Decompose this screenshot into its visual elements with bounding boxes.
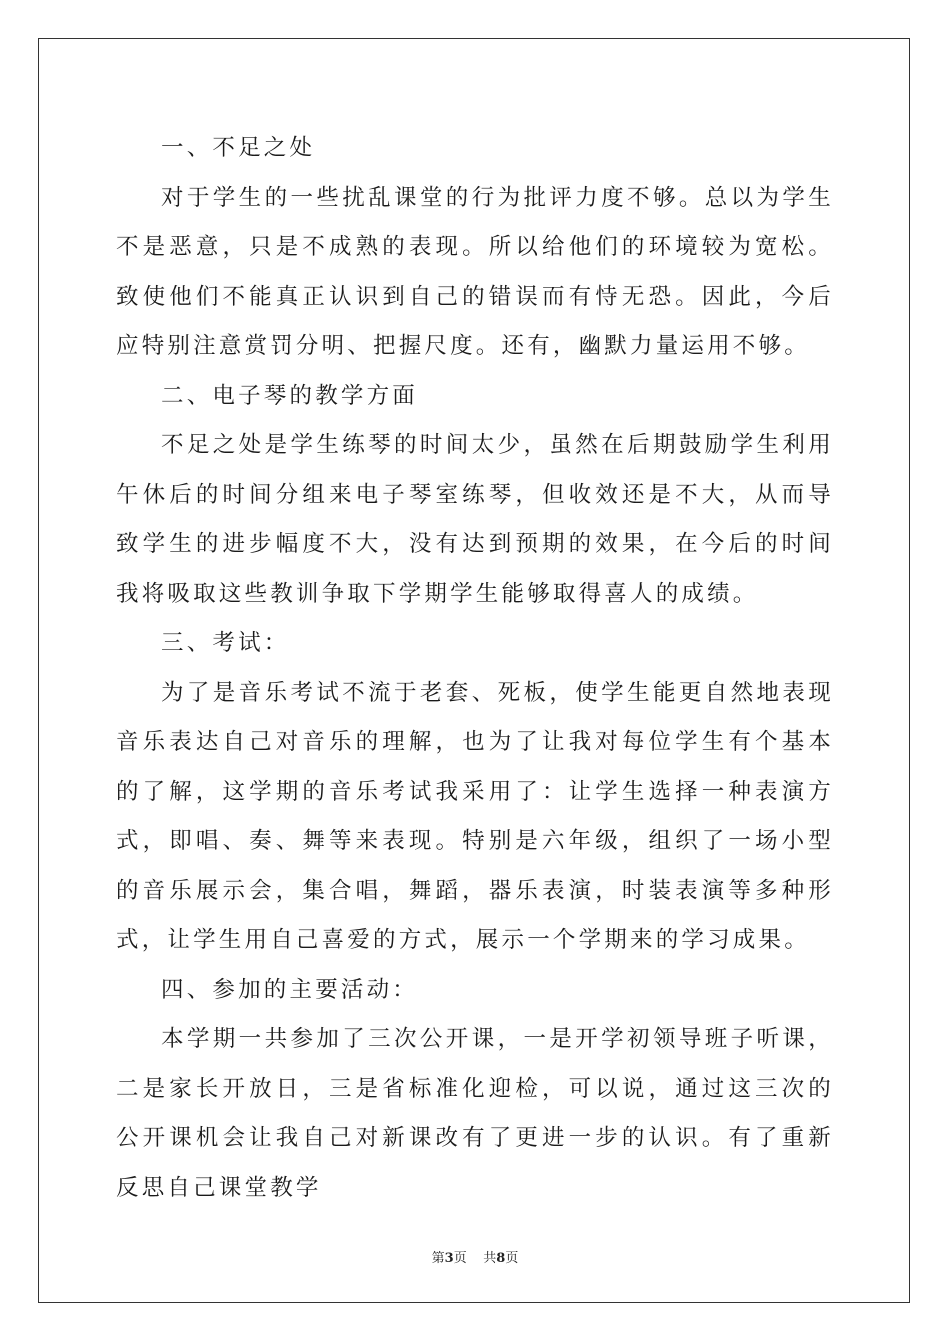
section-heading-2: 二、电子琴的教学方面 — [161, 382, 419, 409]
paragraph-2: 不足之处是学生练琴的时间太少，虽然在后期鼓励学生利用午休后的时间分组来电子琴室练琴，但收效还是不大，从而导致学生的进步幅度不大，没有达到预期的效果，在今后的时间我将吸取这些教训争取下学期学生能够取得喜人的成绩。 — [116, 432, 834, 607]
footer-page-suffix: 页 — [453, 1251, 467, 1266]
paragraph-4: 本学期一共参加了三次公开课，一是开学初领导班子听课，二是家长开放日，三是省标准化迎检，可以说，通过这三次的公开课机会让我自己对新课改有了更进一步的认识。有了重新反思自己课堂教学 — [116, 1026, 834, 1201]
page-footer — [0, 1247, 950, 1266]
paragraph-3: 为了是音乐考试不流于老套、死板，使学生能更自然地表现音乐表达自己对音乐的理解，也为了让我对每位学生有个基本的了解，这学期的音乐考试我采用了：让学生选择一种表演方式，即唱、奏、舞等来表现。特别是六年级，组织了一场小型的音乐展示会，集合唱，舞蹈，器乐表演，时装表演等多种形式，让学生用自己喜爱的方式，展示一个学期来的学习成果。 — [116, 679, 834, 953]
footer-total-suffix: 页 — [505, 1251, 519, 1266]
section-heading-1: 一、不足之处 — [161, 135, 316, 161]
footer-prefix: 第 — [431, 1251, 445, 1266]
document-body — [116, 124, 834, 1213]
footer-total-prefix: 共 — [483, 1251, 497, 1266]
section-heading-3: 三、考试： — [161, 630, 290, 656]
footer-total-pages: 8 — [496, 1251, 506, 1266]
section-heading-4: 四、参加的主要活动： — [161, 976, 419, 1003]
paragraph-1: 对于学生的一些扰乱课堂的行为批评力度不够。总以为学生不是恶意，只是不成熟的表现。所以给他们的环境较为宽松。致使他们不能真正认识到自己的错误而有恃无恐。因此，今后应特别注意赏罚分明、把握尺度。还有，幽默力量运用不够。 — [116, 184, 834, 359]
footer-page-number: 3 — [444, 1251, 454, 1266]
